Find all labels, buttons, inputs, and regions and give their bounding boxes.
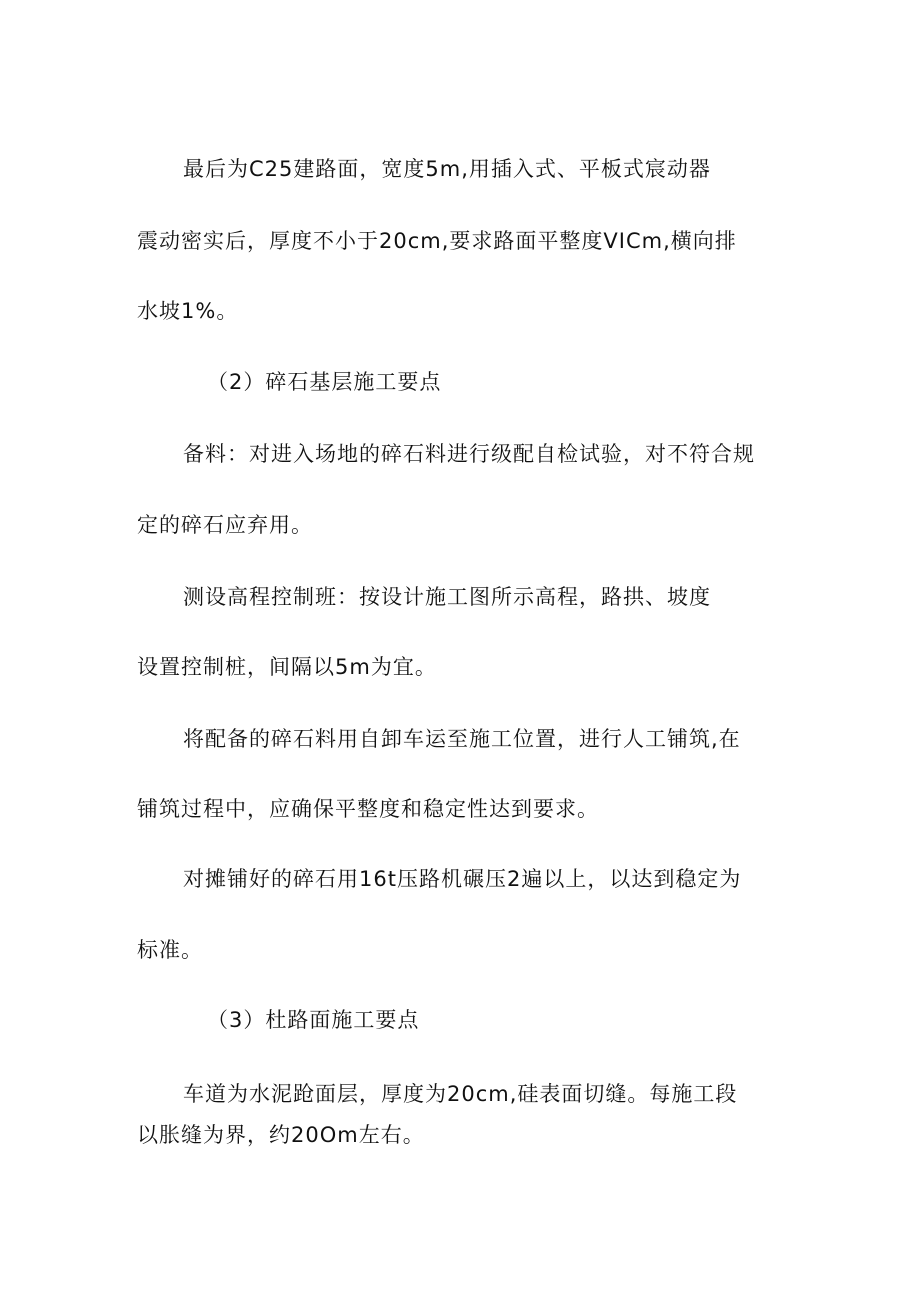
paragraph-line: 铺筑过程中，应确保平整度和稳定性达到要求。 bbox=[137, 797, 599, 821]
paragraph-line: 备料：对进入场地的碎石料进行级配自检试验，对不符合规 bbox=[183, 442, 755, 466]
paragraph-line: 定的碎石应弃用。 bbox=[137, 513, 313, 537]
paragraph-line: 将配备的碎石料用自卸车运至施工位置，进行人工铺筑,在 bbox=[183, 727, 741, 751]
paragraph-line: 以胀缝为界，约20Om左右。 bbox=[137, 1123, 425, 1147]
paragraph-line: 标准。 bbox=[137, 938, 203, 962]
paragraph-line: 最后为C25建路面，宽度5m,用插入式、平板式宸动器 bbox=[183, 157, 711, 181]
paragraph-line: 车道为水泥跄面层，厚度为20cm,硅表面切缝。每施工段 bbox=[183, 1082, 738, 1106]
paragraph-line: 震动密实后，厚度不小于20cm,要求路面平整度VICm,横向排 bbox=[137, 229, 737, 253]
section-heading: （3）杜路面施工要点 bbox=[207, 1008, 420, 1032]
section-heading: （2）碎石基层施工要点 bbox=[207, 370, 442, 394]
paragraph-line: 对摊铺好的碎石用16t压路机碾压2遍以上，以达到稳定为 bbox=[183, 867, 742, 891]
paragraph-line: 设置控制桩，间隔以5m为宜。 bbox=[137, 655, 437, 679]
paragraph-line: 水坡1%。 bbox=[137, 299, 239, 323]
paragraph-line: 测设高程控制班：按设计施工图所示高程，路拱、坡度 bbox=[183, 585, 711, 609]
